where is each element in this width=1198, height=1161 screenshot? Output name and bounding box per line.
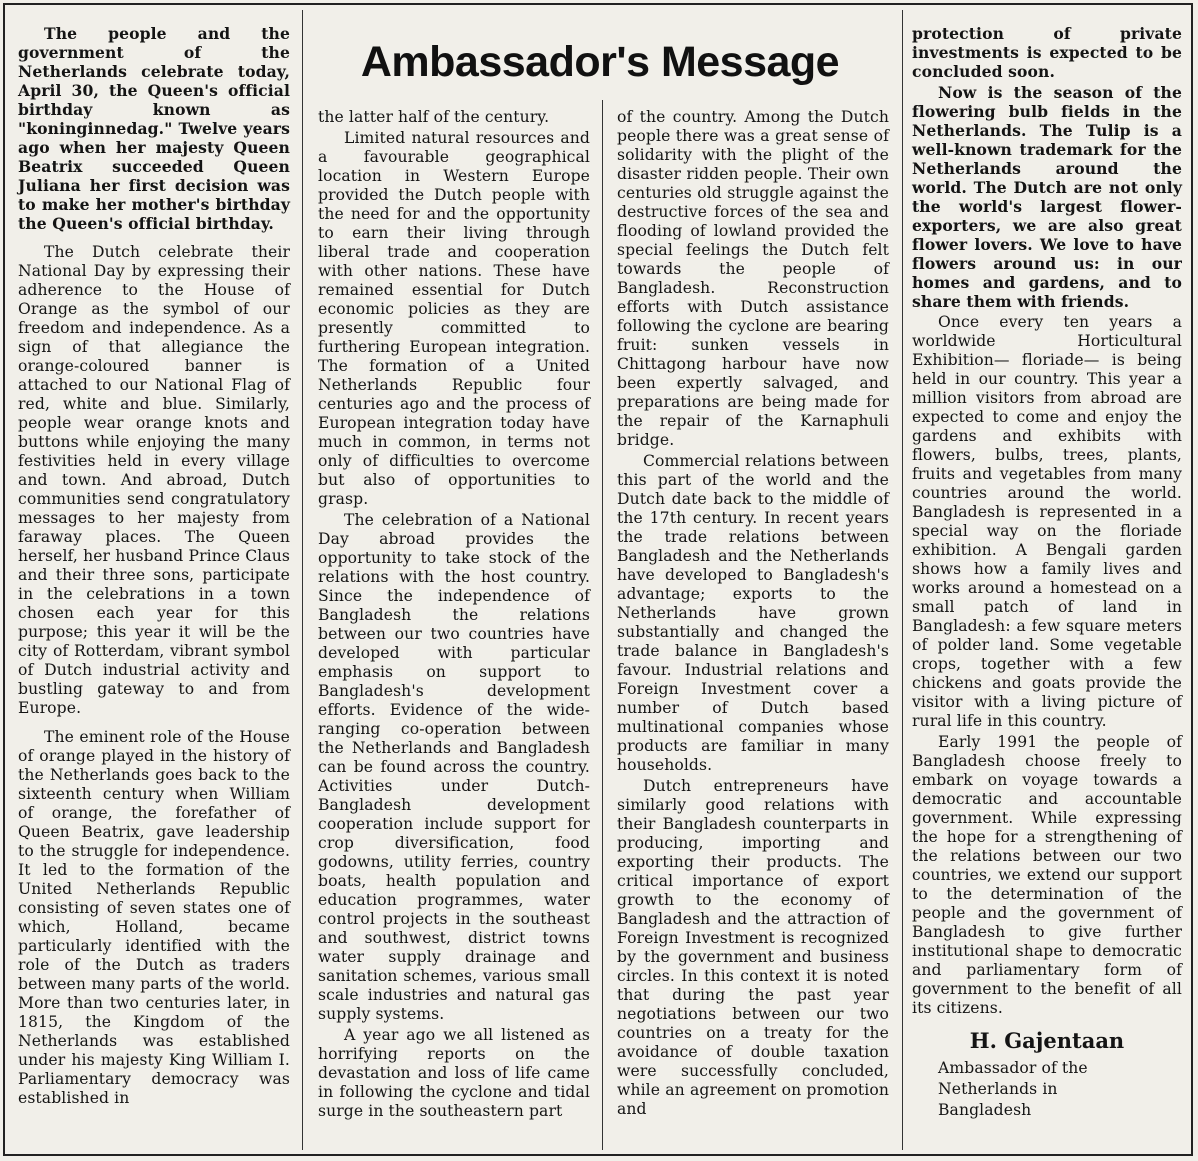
column-rule-2 bbox=[602, 100, 603, 1150]
paragraph-commercial-relations: Commercial relations between this part of the world and the Dutch date back to the middle of the 17th century. In recent years the trade relations between Bangladesh and the Netherlands have developed to Bangladesh's advantage; exports to the Netherlands have grown substantially and changed the trade balance in Bangladesh's favour. Industrial relations and Foreign Investment cover a number of Dutch based multinational companies whose products are familiar in many households. bbox=[617, 452, 889, 774]
paragraph-celebration-abroad: The celebration of a National Day abroad provides the opportunity to take stock of the relations with the host country. Since the independence of Bangladesh the relations between our two countries have developed with particular emphasis on support to Bangladesh's development efforts. Evidence of the wide-ranging co-operation between the Netherlands and Bangladesh can be found across the country. Activities under Dutch-Bangladesh development cooperation include support for crop diversification, food godowns, utility ferries, country boats, health population and education programmes, water control projects in the southeast and southwest, district towns water supply drainage and sanitation schemes, various small scale industries and natural gas supply systems. bbox=[318, 511, 590, 1023]
signature-title-line-2: Netherlands in bbox=[938, 1080, 1058, 1098]
paragraph-cyclone: A year ago we all listened as horrifying reports on the devastation and loss of life came in following the cyclone and tidal surge in the southeastern part bbox=[318, 1026, 590, 1120]
paragraph-birthday: The people and the government of the Netherlands celebrate today, April 30, the Queen's official birthday known as "koninginnedag." Twelve years ago when her majesty Queen Beatrix succeeded Queen Juliana her first decision was to make her mother's birthday the Queen's official birthday. bbox=[18, 24, 290, 233]
column-rule-1 bbox=[302, 10, 303, 1150]
signature-name: H. Gajentaan bbox=[969, 1028, 1125, 1053]
column-1 bbox=[18, 24, 290, 1108]
paragraph-floriade: Once every ten years a worldwide Horticultural Exhibition— floriade— is being held in our country. This year a million visitors from abroad are expected to come and enjoy the gardens and exhibits with flowers, bulbs, trees, plants, fruits and vegetables from many countries around the world. Bangladesh is represented in a special way on the floriade exhibition. A Bengali garden shows how a family lives and works around a homestead on a small patch of land in Bangladesh: a few square meters of polder land. Some vegetable crops, together with a few chickens and goats provide the visitor with a living picture of rural life in this country. bbox=[912, 313, 1182, 730]
paragraph-entrepreneurs: Dutch entrepreneurs have similarly good relations with their Bangladesh counterparts in producing, importing and exporting their products. The critical importance of export growth to the economy of Bangladesh and the attraction of Foreign Investment is recognized by the government and business circles. In this context it is noted that during the past year negotiations between our two countries on a treaty for the avoidance of double taxation were successfully concluded, while an agreement on promotion and bbox=[617, 777, 889, 1118]
paragraph-house-of-orange: The eminent role of the House of orange played in the history of the Netherlands goes back to the sixteenth century when William of orange, the forefather of Queen Beatrix, gave leadership to the struggle for independence. It led to the formation of the United Netherlands Republic consisting of seven states one of which, Holland, became particularly identified with the role of the Dutch as traders between many parts of the world. More than two centuries later, in 1815, the Kingdom of the Netherlands was established under his majesty King William I. Parliamentary democracy was established in bbox=[18, 728, 290, 1107]
column-4 bbox=[912, 24, 1182, 1120]
paragraph-national-day: The Dutch celebrate their National Day by expressing their adherence to the House of Orange as the symbol of our freedom and independence. As a sign of that allegiance the orange-coloured banner is attached to our National Flag of red, white and blue. Similarly, people wear orange knots and buttons while enjoying the many festivities held in every village and town. And abroad, Dutch communities send congratulatory messages to her majesty from faraway places. The Queen herself, her husband Prince Claus and their three sons, participate in the celebrations in a town chosen each year for this purpose; this year it will be the city of Rotterdam, vibrant symbol of Dutch industrial activity and bustling gateway to and from Europe. bbox=[18, 243, 290, 717]
article-headline: Ambassador's Message bbox=[360, 38, 840, 86]
paragraph-democracy: Early 1991 the people of Bangladesh choose freely to embark on voyage towards a democratic and accountable government. While expressing the hope for a strengthening of the relations between our two countries, we extend our support to the determination of the people and the government of Bangladesh to give further institutional shape to democratic and parliamentary form of government to the benefit of all its citizens. bbox=[912, 733, 1182, 1017]
column-2 bbox=[318, 108, 590, 1121]
paragraph-flowering-bulbs: Now is the season of the flowering bulb fields in the Netherlands. The Tulip is a well-known trademark for the Netherlands around the world. The Dutch are not only the world's largest flower-exporters, we are also great flower lovers. We love to have flowers around us: in our homes and gardens, and to share them with friends. bbox=[912, 83, 1182, 311]
signature-title-line-3: Bangladesh bbox=[938, 1101, 1032, 1119]
paragraph-solidarity: of the country. Among the Dutch people there was a great sense of solidarity with the plight of the disaster ridden people. Their own centuries old struggle against the destructive forces of the sea and flooding of lowland provided the special feelings the Dutch felt towards the people of Bangladesh. Reconstruction efforts with Dutch assistance following the cyclone are bearing fruit: sunken vessels in Chittagong harbour have now been expertly salvaged, and preparations are being made for the repair of the Karnaphuli bridge. bbox=[617, 108, 889, 449]
column-3 bbox=[617, 108, 889, 1119]
column-rule-3 bbox=[902, 10, 903, 1150]
paragraph-natural-resources: Limited natural resources and a favourable geographical location in Western Europe provided the Dutch people with the need for and the opportunity to earn their living through liberal trade and cooperation with other nations. These have remained essential for Dutch economic policies as they are presently committed to furthering European integration. The formation of a United Netherlands Republic four centuries ago and the process of European integration today have much in common, in terms not only of difficulties to overcome but also of opportunities to grasp. bbox=[318, 129, 590, 508]
signature-title-line-1: Ambassador of the bbox=[938, 1059, 1088, 1077]
paragraph-investment-protection: protection of private investments is expected to be concluded soon. bbox=[912, 24, 1182, 81]
paragraph-continuation: the latter half of the century. bbox=[318, 108, 550, 126]
